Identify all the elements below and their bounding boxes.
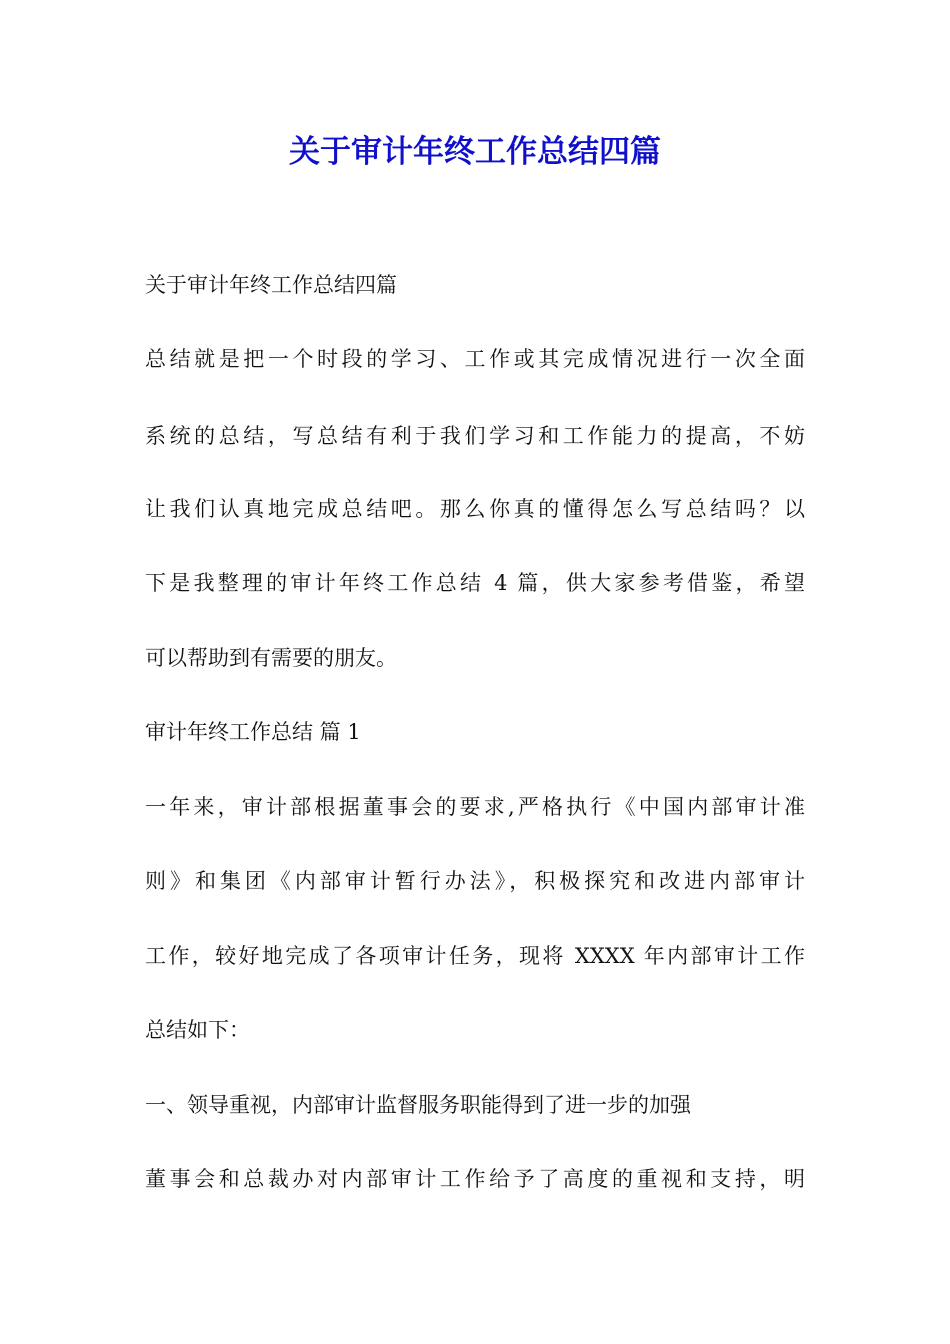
paragraph-line: 则》和集团《内部审计暂行办法》，积极探究和改进内部审计 <box>145 869 805 893</box>
paragraph-line: 让我们认真地完成总结吧。那么你真的懂得怎么写总结吗？以 <box>145 497 805 521</box>
paragraph-line: 可以帮助到有需要的朋友。 <box>145 646 397 670</box>
paragraph-line: 工作，较好地完成了各项审计任务，现将 XXXX 年内部审计工作 <box>145 944 805 968</box>
section-heading: 审计年终工作总结 篇 1 <box>145 720 361 744</box>
paragraph-line: 一年来，审计部根据董事会的要求,严格执行《中国内部审计准 <box>145 795 805 819</box>
paragraph-line: 系统的总结，写总结有利于我们学习和工作能力的提高，不妨 <box>145 424 805 448</box>
paragraph-line: 总结就是把一个时段的学习、工作或其完成情况进行一次全面 <box>145 347 805 371</box>
document-title: 关于审计年终工作总结四篇 <box>289 134 661 170</box>
subsection-heading: 一、领导重视，内部审计监督服务职能得到了进一步的加强 <box>145 1093 691 1117</box>
paragraph-line: 董事会和总裁办对内部审计工作给予了高度的重视和支持，明 <box>145 1167 805 1191</box>
paragraph-line: 总结如下： <box>145 1018 250 1042</box>
subtitle-line: 关于审计年终工作总结四篇 <box>145 273 397 297</box>
paragraph-line: 下是我整理的审计年终工作总结 4 篇，供大家参考借鉴，希望 <box>145 571 805 595</box>
